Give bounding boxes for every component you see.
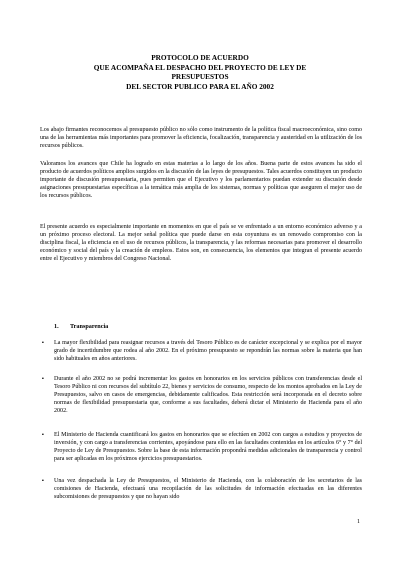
title-line-2: QUE ACOMPAÑA EL DESPACHO DEL PROYECTO DE LEY DE	[93, 62, 307, 72]
title-line-3: PRESUPUESTOS	[171, 72, 229, 82]
bullet-icon: ▪	[42, 376, 44, 382]
bullet-text: Durante el año 2002 no se podrá incrementar los gastos en honorarios en los servicios públicos con transferencias desde el Tesoro Público ni con recursos del subtítulo 22, bienes y servicios de consumo, respecto de los montos aprobados en la Ley de Presupuestos, salvo en casos de emergencias, debidamente calificados. Esta restricción será incorporada en el decreto sobre normas de flexibilidad presupuestaria que, conforme a sus facultades, deberá dictar el Ministerio de Hacienda para el año 2002.	[54, 376, 362, 415]
section-heading	[40, 323, 108, 330]
paragraph-3: El presente acuerdo es especialmente importante en momentos en que el país se ve enfrentado a un entorno económico adverso y a un próximo proceso electoral. La mejor señal política que puede darse en esta coyuntura es un renovado compromiso con la disciplina fiscal, la eficiencia en el uso de recursos públicos, la transparencia, y las reformas necesarias para promover el desarrollo económico y social del país y la creación de empleos. Estos son, en consecuencia, los elementos que integran el presente acuerdo entre el Ejecutivo y miembros del Congreso Nacional.	[40, 224, 362, 263]
bullet-icon: ▪	[42, 478, 44, 484]
bullet-icon: ▪	[42, 340, 44, 346]
section-number: 1.	[54, 323, 59, 330]
bullet-text: La mayor flexibilidad para reasignar recursos a través del Tesoro Público es de carácter excepcional y se explica por el mayor grado de incertidumbre que rodea al año 2002. En el próximo presupuesto se repondrán las normas sobre la materia que han sido habituales en años anteriores.	[54, 340, 362, 363]
bullet-item-2	[42, 375, 362, 415]
title-line-4: DEL SECTOR PUBLICO PARA EL AÑO 2002	[126, 81, 274, 91]
document-title	[40, 53, 360, 91]
paragraph-2: Valoramos los avances que Chile ha logrado en estas materias a lo largo de los años. Buena parte de estos avances ha sido el producto de acuerdos políticos amplios surgidos en la discusión de las leyes de presupuestos. Tales acuerdos constituyen un producto importante de discusión presupuestaria, pues permiten que el Ejecutivo y los parlamentarios puedan extender su discusión desde asignaciones presupuestarias específicas a la temática más amplia de los sistemas, normas y políticas que aseguren el mejor uso de los recursos públicos.	[40, 161, 362, 200]
bullet-item-3	[42, 431, 362, 463]
bullet-text: El Ministerio de Hacienda cuantificará los gastos en honorarios que se efectúen en 2002 con cargos a estudios y proyectos de inversión, y con cargo a transferencias corrientes, apoyándose para ello en las facultades contenidas en los artículos 6° y 7° del Proyecto de Ley de Presupuestos. Sobre la base de esta información propondrá medidas adicionales de transparencia y control para ser aplicadas en los próximos ejercicios presupuestarios.	[54, 432, 362, 463]
title-line-1: PROTOCOLO DE ACUERDO	[151, 53, 249, 62]
paragraph-1: Los abajo firmantes reconocemos al presupuesto público no sólo como instrumento de la política fiscal macroeconómica, sino como una de las herramientas más importantes para promover la eficiencia, focalización, transparencia y austeridad en la utilización de los recursos públicos.	[40, 127, 362, 150]
section-title: Transparencia	[70, 323, 109, 330]
bullet-text: Una vez despachada la Ley de Presupuestos, el Ministerio de Hacienda, con la colaboración de los secretarios de las comisiones de Hacienda, efectuará una recopilación de las solicitudes de información efectuadas en las diferentes subcomisiones de presupuestos y que no hayan sido	[54, 478, 362, 501]
bullet-item-1	[42, 339, 362, 363]
page-number: 1	[357, 519, 360, 525]
bullet-icon: ▪	[42, 432, 44, 438]
bullet-item-4	[42, 477, 362, 501]
